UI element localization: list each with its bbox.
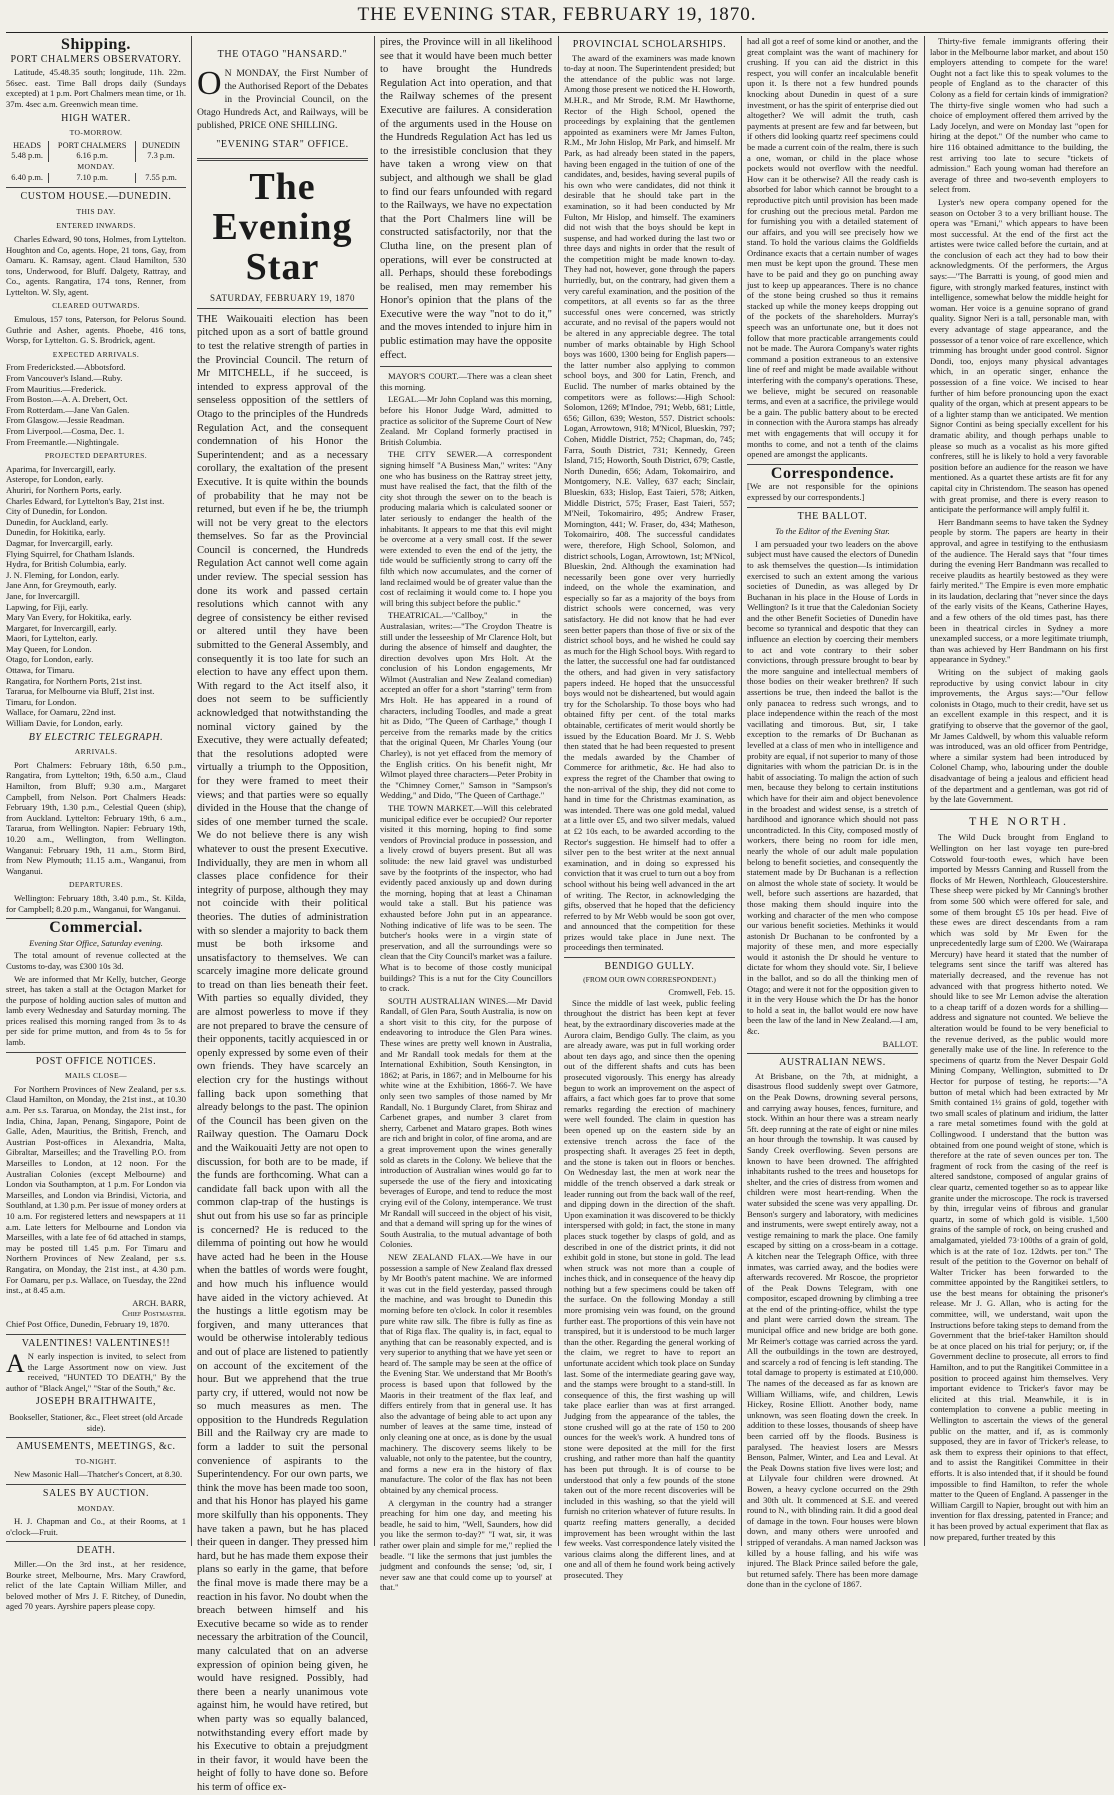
- list-item: City of Dunedin, for London.: [6, 506, 108, 517]
- advertiser-address: Bookseller, Stationer, &c., Fleet street (old Arcade side).: [9, 1412, 183, 1433]
- tide-value: 7.10 p.m.: [49, 173, 136, 184]
- hansard-office: "EVENING STAR" OFFICE.: [216, 138, 349, 150]
- north-heading: THE NORTH.: [969, 813, 1069, 828]
- valentines-text: A N early inspection is invited, to select from the Large Assortment now on view. Just received, "HUNTED TO DEATH," By the author of "Black Angel," "Star of the South," &c.: [6, 1349, 186, 1393]
- auction-heading: SALES BY AUCTION.: [42, 1488, 150, 1500]
- post-office-text: For Northern Provinces of New Zealand, per s.s. Claud Hamilton, on Monday, the 21st inst., at 10.30 a.m. Per s.s. Tararua, on Monday, the 21st inst., for India, China, Japan, Penang, Singapore, Point de Galle, Aden, Mauritius, the British, French, and Austrian Post-offices in Alexandria, Malta, Gibraltar, Marseilles; and the Travelling P.O. from Marseilles to London, at 12 noon. For the Australian Colonies (except Melbourne) and London via Southampton, at 1 p.m. For London via Marseilles, and London via Brindisi, Victoria, and Southland, at 1.30 p.m. Per issue of money orders at 10 a.m. For registered letters and newspapers at 11 a.m. Late letters for Melbourne and London via Marseilles, with a late fee of 6d attached in stamps, may be posted till 1.45 p.m. For Timaru and Northern Provinces of New Zealand, per s.s. Rangatira, on Monday, the 21st inst., at 4.30 p.m. For Oamaru, per p.s. Wallace, on Tuesday, the 22nd inst., at 8.45 a.m.: [6, 1083, 186, 1296]
- cleared-outwards-text: Emulous, 157 tons, Paterson, for Pelorus Sound. Guthrie and Asher, agents. Phoebe, 416 tons, Worsp, for Lyttelton. G. S. Brodrick, agent.: [6, 314, 186, 346]
- ballot-heading: THE BALLOT.: [797, 510, 868, 522]
- news-paragraph: MAYOR'S COURT.—There was a clean sheet this morning.: [380, 371, 552, 392]
- divider: [747, 507, 918, 508]
- list-item: From Vancouver's Island.—Ruby.: [6, 373, 123, 384]
- news-paragraph: Thirty-five female immigrants offering their labor in the Melbourne labor market, and about 150 employers attending to compete for the ware! Ought not a fact like this to speak volumes to the people of England as to the character of this Colony as a field for certain kinds of immigration? The thirty-five single women who had such a choice of employment offered them arrived by the Lady Jocelyn, and were on Monday last "open for hiring at the depot." Of the number who came to hire 116 obtained admittance to the building, the rest arriving too late to secure "tickets of admission." Each young woman had therefore an average of three and two-seventh employers to select from.: [930, 36, 1108, 195]
- tide-heads-label: HEADS: [13, 140, 42, 150]
- bendigo-dateline: Cromwell, Feb. 15.: [668, 987, 735, 998]
- news-paragraph: LEGAL.—Mr John Copland was this morning, before his Honor Judge Ward, admitted to practice as solicitor of the Supreme Court of New Zealand. Mr Copland formerly practised in British Columbia.: [380, 394, 552, 447]
- masthead-rule: [6, 32, 1108, 33]
- tide-port-label: PORT CHALMERS: [49, 141, 136, 152]
- list-item: Flying Squirrel, for Chatham Islands.: [6, 548, 135, 559]
- divider: [6, 1052, 186, 1053]
- north-text: The Wild Duck brought from England to Wellington on her last voyage ten pure-bred Cotswold four-tooth ewes, which have been imported by Messrs Canning and Russell from the flocks of Mr Hewen, Northleach, Gloucestershire. These sheep were picked by Mr Canning's brother from some 500 which were offered for sale, and some of them brought £5 10s per head. Five of these ewes are direct descendants from a ram which was sold by Mr Ewen for the unprecedentedly large sum of £200. We (Wairarapa Mercury) have heard it stated that the number of telegrams sent since the tariff was altered has materially decreased, and the revenue has not advanced with that progress hitherto noted. We should like to see Mr Lemon advise the alteration to a cheap tariff of a dozen words for a shilling—address and signature not counted. We believe the alteration would be found to be very beneficial to the revenue derived, as the public would more generally make use of the line. In reference to the specimens of quartz from the Never Despair Gold Mining Company, Wellington, submitted to Dr Hector for purpose of testing, he reports:—"A button of metal which had been extracted by Mr Smith contained 1½ grains of gold, together with two small scales of platinum and iridium, the latter a rare metal sometimes found with the gold at Collingwood. I understand that the button was obtained from one pound weight of stone, which is therefore at the rate of seven ounces per ton. The fragment of rock from the casing of the reef is altered sandstone, composed of angular grains of clear quartz, cemented together so as to appear like granite under the microscope. The rock is traversed by thin, irregular veins of fibrous and granular quartz, in some of which gold is visible. 1,500 grains of the sample of rock, on being crushed and amalgamated, yielded 73·100ths of a grain of gold, which is at the rate of 1oz. 12dwts. per ton." The result of the petition to the Governor on behalf of Walter Tricker has been forwarded to the committee appointed by the Rangitikei settlers, to use the best means for obtaining the prisoner's release. Mr J. G. Allan, who is acting for the committee, will, we understand, wait upon the Instructions before taking steps to demand from the Government that the brief-taker Hamilton should be at once placed on his trial for perjury; or, if the Government decline to prosecute, all errors to find Hamilton, and to put the Rangitikei Committee in a position to proceed against him themselves. Very important evidence to Tricker's favor may be elicited at this trial. Meanwhile, it is in contemplation to convene a public meeting in Wellington to ascertain the views of the general public on the matter, and if, as is commonly supposed, they are in favor of Tricker's release, to ask them to express their opinions to that effect, and to assist the Rangitikei Committee in their efforts. It is also intended that, if it should be found impossible to find Hamilton, to refer the whole matter to the Queen of England. A passenger in the William Cargill to Napier, brought out with him an invention for flax dressing, patented in France; and it has been proved by actual experiment that flax as now prepared, further treated by this: [930, 832, 1108, 1542]
- tide-value: 6.16 p.m.: [49, 151, 136, 162]
- telegraph-arrivals-text: Port Chalmers: February 18th, 6.50 p.m., Rangatira, from Lyttelton; 19th, 6.50 a.m., Claud Hamilton, from Bluff; 9.30 a.m., Margaret Campbell, from Nelson. Port Chalmers Heads: February 19th, 1.30 p.m., Celestial Queen (ship), from Auckland. Lyttelton: February 19th, 6 a.m., Tararua, from Wellington. Napier: February 19th, 10.20 a.m., Wellington, from Wellington. Wanganui: February 19th, 11 a.m., Storm Bird, from New Plymouth; 11.15 a.m., Wanganui, from Wanganui.: [6, 759, 186, 876]
- list-item: From Mauritius.—Frederick.: [6, 383, 107, 394]
- divider: [197, 308, 368, 309]
- divider: [6, 1541, 186, 1542]
- column-rule: [374, 36, 375, 1546]
- list-item: Tararua, for Melbourne via Bluff, 21st inst.: [6, 686, 155, 697]
- column-5: [747, 36, 918, 1590]
- news-paragraph: Herr Bandmann seems to have taken the Sydney people by storm. The papers are hearty in their approval, and agree in testifying to the enthusiasm of the audience. The Herald says that "four times during the evening Herr Bandmann was recalled to receive plaudits as heartily bestowed as they were fairly merited." The Empire is even more emphatic in its laudation, declaring that "never since the days of the early visits of the Keans, Catherine Hayes, and a few others of the old times past, has there been in theatrical circles in Sydney a more unexampled success, or a more legitimate triumph, than was achieved by Herr Bandmann on his first appearance in Sydney.": [930, 516, 1108, 665]
- signature: ARCH. BARR,: [132, 1297, 186, 1308]
- divider: [564, 957, 735, 958]
- bendigo-continued: had all got a reef of some kind or another, and the great complaint was the want of machinery for crushing. If you can aid the district in this respect, you will confer an incalculable benefit upon it. Is there not a few hundred pounds knocking about Dunedin in quest of a sure investment, or has the spirit of enterprise died out altogether? We will admit the truth, cash payments at present are few and far between, but if others did looking quartz reef specimens could be made a current coin of the realm, there is such a one, woman, or child in the place whose pockets would not overflow with the needful. How can it be otherwise? All the ready cash is absorbed for labor which cannot be brought to a reproductive pitch until provision has been made for crushing out the precious metal. Pardon me for furnishing you with a detailed statement of our affairs, and you will see precisely how we stand. To hold the various claims the Goldfields Ordinance exacts that a certain number of wages men must be kept upon the ground. These men have to be paid and they go on punching away just to keep up appearances. There is no chance of the stone being crushed so thus it remains stacked up while the money keeps dropping out of the pockets of the shareholders. Murray's speech was an unfortunate one, but it does not follow that more practicable arrangements could not be made. The Aurora Company's water rights command a position extraneous to an extensive line of reef and might be made available without interfering with the company's operations. These, we believe, might be secured on reasonable terms, and even at a sacrifice, the privilege would be a gain. The public battery about to be erected in connection with the Aurora stamps has already met with engagements that will occupy it for months to come, and not a tenth of the claims opened are amongst the applicants.: [747, 36, 918, 460]
- monday-label: MONDAY.: [77, 161, 115, 171]
- tide-table: [6, 141, 186, 183]
- telegraph-departures-text: Wellington: February 18th, 3.40 p.m., St. Kilda, for Campbell; 8.20 p.m., Wanganui, for Wanganui.: [6, 892, 186, 914]
- mails-close-label: MAILS CLOSE—: [65, 1071, 127, 1081]
- scholarships-text: The award of the examiners was made known to-day at noon. The Superintendent presided; but the attendance of the public was not large. Among those present we noticed the H. Howorth, M.H.R., and Mr Strode, R.M. Mr Hawthorne, Rector of the High School, opened the proceedings by explaining that the gentlemen appointed as examiners were Mr James Fulton, R.M., Mr John Hislop, Mr Park, and himself. Mr Park, as had already been stated in the papers, having been engaged in the tuition of one of the candidates, and, besides, having several pupils of his own who were candidates, did not think it desirable that he should take part in the examination, so it had been conducted by Mr Fulton, Mr Hislop, and himself. The examiners did not wish that the boys should be kept in suspense, and had worked during the last two or three days and nights in order that the result of the competition might be made known to-day. They had not, however, gone through the papers hurriedly, but, on the contrary, had given them a very careful examination, and the position of the competitors, at all events so far as the three successful ones were concerned, was strictly accurate, and no revisal of the papers would not be altered in any appreciable degree. The total number of marks obtainable by High School boys was 1600, 1300 being for English papers—the latter number also applying to common school boys, and 300 for Latin, French, and Euclid. The number of marks obtained by the competitors were as follows:—High School: Solomon, 1269; M'Indoe, 791; Webb, 681; Little, 656; Gillon, 639; Weston, 557. District schools: Logan, Arrowtown, 918; M'Nicol, Blueskin, 797; Cohen, Middle District, 752; Chapman, do, 745; Farra, South District, 731; Kennedy, Green Island, 715; Howorth, South District, 679; Castle, North Dunedin, 656; Adam, Tokomairiro, and Montgomery, N.E. Valley, 637 each; Sinclair, Blueskin, 633; Hislop, East Taieri, 578; Aitken, Middle District, 575; Fraser, East Taieri, 557; M'Neil, Tokomairiro, 495; Andrew Fraser, Mornington, 441; W. Fraser, do, 434; Matheson, Tokomairiro, 408. The successful candidates were, therefore, High School, Solomon, and district schools, Logan, Arrowtown, 1st; M'Nicol, Blueskin, 2nd. Although the examination had necessarily been gone over very hurriedly indeed, on the whole the examination, and especially so far as a majority of the boys from district schools were concerned, was very satisfactory. He did not know that he had ever seen better papers than those of five or six of the district school boys, and he wished he could say as much for the High School boys. With regard to the latter, the successful one had far outdistanced the others, and had given in very satisfactory papers indeed. He hoped that the unsuccessful boys would not be disheartened, but would again try for the Scholarship. To those boys who had obtained fifty per cent. of the total marks obtainable, certificates of merit would shortly be issued by the Education Board. Mr J. S. Webb then stated that he had been requested to present the medals awarded by the Chamber of Commerce for arithmetic, &c. He had also to express the regret of the Chamber that owing to the non-arrival of the ship, they did not come to hand in time for the Christmas examination, as was intended. There was one gold medal, valued at a little over £5, and two silver medals, valued at £2 10s each, to be awarded according to the Rector's suggestion. He himself had to offer a silver pen to the best writer at the next annual examination, and in doing so expressed his conviction that it was cruel to turn out a boy from school without his being well advanced in the art of writing. The Rector, in acknowledging the gifts, observed that he hoped that the deficiency referred to by Mr Webb would be soon got over, and announced that the competition for these prizes would take place in June next. The proceedings then terminated.: [564, 52, 735, 953]
- telegraph-arrivals-heading: ARRIVALS.: [74, 747, 118, 757]
- observatory-text: Latitude, 45.48.35 south; longitude, 11h. 22m. 56sec. east. Time Ball drops daily (Sundays excepted) at 1 p.m. Port Chalmers mean time, or 1h. 37m. 4sec a.m. Greenwich mean time.: [6, 67, 186, 109]
- list-item: Timaru, for London.: [6, 696, 77, 707]
- divider: [380, 366, 552, 367]
- correspondence-heading: Correspondence.: [770, 464, 895, 482]
- list-item: Margaret, for Invercargill, early.: [6, 622, 117, 633]
- column-1: [6, 36, 186, 1612]
- list-item: Dunedin, for Auckland, early.: [6, 516, 109, 527]
- paper-title: The Evening Star: [212, 166, 353, 289]
- list-item: From Freemantle.—Nightingale.: [6, 436, 119, 447]
- advertiser-name: JOSEPH BRAITHWAITE,: [35, 1396, 157, 1408]
- list-item: William Davie, for London, early.: [6, 718, 123, 729]
- editorial-continued: pires, the Province will in all likelihood see that it would have been much better to have brought the Hundreds Regulation Act into operation, and that the Railway schemes of the present Executive are failures. A consideration of the arguments used in the House on the Hundreds Regulation Act has led us to the irresistible conclusion that they have taken a wrong view on that subject, and although we shall be glad to find our fears unfounded with regard to the Railways, we have no expectation that the Port Chalmers line will be constructed satisfactorily, nor that the Clutha line, on the present plan of operations, will ever be constructed at all. Perhaps, should these forebodings be realised, men may remember his Honor's opinion that the plans of the Executive were the way "not to do it," and the moves intended to injure him in public estimation may have the opposite effect.: [380, 37, 552, 361]
- commercial-heading: Commercial.: [49, 919, 143, 937]
- tonight-label: TO-NIGHT.: [75, 1456, 117, 1466]
- list-item: May Queen, for London.: [6, 643, 92, 654]
- news-paragraph: THE TOWN MARKET.—Will this celebrated municipal edifice ever be occupied? Our reporter visited it this morning, hoping to find some vendors of Provincial produce in possession, and a lively crowd of buyers present. But all was solitude: the new laid gravel was undisturbed save by the footprints of the inspector, who had evidently paced anxiously up and down during the morning, hoping that at least a Chinaman would take a stall. But his patience was exhausted before John put in an appearance. Nothing indicative of life was to be seen. The butcher's hooks were in a virgin state of preservation, and all the surroundings were so clean that the City Council's market was a failure. What is to become of those costly municipal buildings? This is a nut for the City Councillors to crack.: [380, 803, 552, 994]
- news-paragraph: Writing on the subject of making gaols reproductive by using convict labour in city improvements, the Argus says:—"Our fellow colonists in Otago, much to their credit, have set us an excellent example in this respect, and it is gratifying to observe that the governor of the gaol, Mr James Caldwell, by whom this valuable reform was introduced, was an old officer from Pentridge, where a similar system had been introduced by Colonel Champ, who, labouring under the double disadvantage of being a jealous and efficient head of the department and a gentleman, was got rid of by the late Government.: [930, 667, 1108, 805]
- australian-news-text: At Brisbane, on the 7th, at midnight, a disastrous flood suddenly swept over Gatmore, on the Peak Downs, drowning several persons, and carrying away houses, fences, furniture, and stock. Within an hour there was a stream nearly 5ft. deep running at the rate of eight or nine miles an hour through the township. It was caused by Sandy Creek overflowing. Seven persons are known to have been drowned. The affrighted inhabitants rushed to the trees and housetops for shelter, and the cries of distress from women and children were most heart-rending. When the water subsided the scene was very appalling. Dr. Benson's surgery and laboratory, with medicines and instruments, were swept entirely away, not a vestige remaining to mark the place. One family escaped by sitting on a cross-beam in a cottage. A kitchen near the Telegraph Office, with three inmates, was carried away, and the bodies were afterwards recovered. Mr Roscoe, the proprietor of the Peak Downs Telegram, with one compositor, escaped drowning by climbing a tree at the end of the printing-office, whilst the type and plant were carried down the stream. The municipal office and new bridge are both gone. Mr Reimer's cottage was carried across the yard. All the outbuildings in the town are destroyed, and scarcely a rod of fencing is left standing. The total damage to property is estimated at £10,000. The names of the deceased as far as known are William Williams, wife, and children, Lewis Hickey, Rosine Elliott. Another body, name unknown, was seen floating down the creek. In addition to these losses, thousands of sheep have been carried off by the floods. Business is paralysed. The heaviest losers are Messrs Benson, Palmer, Winter, and Lea and Leval. At the Peak Downs station five lives were lost; and at Lilyvale four children were drowned. At Bowen, a heavy cyclone occurred on the 29th and 30th ult. It commenced at S.E. and veered round to N., with blinding rain. It did a good deal of damage in the town. Four houses were blown down, and many others were unroofed and stripped of verandahs. A man named Jackson was killed by a house falling, and his wife was injured. The Black Prince sailed before the gale, but returned safely. There has been more damage done than in the cyclone of 1867.: [747, 1070, 918, 1590]
- news-paragraph: NEW ZEALAND FLAX.—We have in our possession a sample of New Zealand flax dressed by Mr Booth's patent machine. We are informed it was cut in the field yesterday, passed through the machine, and was brought to Dunedin this morning before ten o'clock. In color it resembles pure white raw silk. The fibre is fully as fine as that of Riga flax. The quality is, in fact, equal to anything that can be reasonably expected, and is very superior to anything that we have yet seen or heard of. The sample may be seen at the office of the Evening Star. We understand that Mr Booth's process is based upon that followed by the Maoris in their treatment of the flax leaf, and differs entirely from that in general use. It has also the advantage of being able to act upon any number of leaves at the same time, instead of only cleaning one at once, as is done by the usual machinery. The discovery seems likely to be valuable, not only to the patentee, but the country, and forms a new era in the history of flax manufacture. The color of the flax has not been obtained by any chemical process.: [380, 1251, 552, 1495]
- divider: [197, 158, 368, 161]
- list-item: From Rotterdam.—Jane Van Galen.: [6, 404, 130, 415]
- australian-news-heading: AUSTRALIAN NEWS.: [779, 1057, 886, 1069]
- list-item: Dagmar, for Invercargill, early.: [6, 537, 113, 548]
- divider: [6, 187, 186, 188]
- dateline: SATURDAY, FEBRUARY 19, 1870: [210, 293, 355, 304]
- tide-dunedin-label: DUNEDIN: [136, 141, 186, 152]
- column-2: [197, 36, 368, 1793]
- cleared-outwards-heading: CLEARED OUTWARDS.: [52, 301, 140, 311]
- tide-value: 6.40 p.m.: [11, 172, 43, 182]
- tide-value: 7.55 p.m.: [136, 173, 186, 184]
- expected-arrivals-heading: EXPECTED ARRIVALS.: [52, 349, 140, 359]
- list-item: From Glasgow.—Jessie Readman.: [6, 415, 125, 426]
- entered-inwards-heading: ENTERED INWARDS.: [56, 221, 136, 231]
- list-item: Jane, for Invercargill.: [6, 590, 80, 601]
- entered-inwards-text: Charles Edward, 90 tons, Holmes, from Lyttelton. Houghton and Co, agents. Hope, 21 tons, Gay, from Oamaru. K. Ramsay, agent. Claud Hamilton, 530 tons, Underwood, for Bluff. Dalgety, Rattray, and Co., agents. Rangatira, 174 tons, Renner, from Lyttelton. W. Sly, agent.: [6, 233, 186, 297]
- column-4: [564, 36, 735, 1580]
- high-water-heading: HIGH WATER.: [61, 112, 131, 124]
- news-paragraph: SOUTH AUSTRALIAN WINES.—Mr David Randall, of Glen Para, South Australia, is now on a short visit to this city, for the purpose of endeavoring to introduce the Glen Para wines. These wines are pretty well known in Australia, and Mr Randall took medals for them at the International Exhibition, South Kensington, in 1862; at Paris, in 1867; and in Melbourne for his white wine at the Exhibition, 1866-7. We have only seen two samples of those named by Mr Randall, No. 1 Burgundy Claret, from Shiraz and Carbenet grapes, and number 3 claret from sherry, Carbenet and Mataro grapes. Both wines are rich and bright in color, of fine aroma, and are a great improvement upon the wines generally sold as clarets in the Colony. We believe that the introduction of Australian wines would go far to supersede the use of the fiery and intoxicating beverages of Europe, and tend to reduce the most crying evil of the Colony, intemperance. We trust Mr Randall will succeed in the object of his visit, and that a demand will spring up for the wines of South Australia, to the mutual advantage of both Colonies.: [380, 995, 552, 1250]
- departures-list: [6, 464, 186, 729]
- divider: [930, 809, 1108, 810]
- news-paragraph: A clergyman in the country had a stranger preaching for him one day, and meeting his beadle, he said to him, "Well, Saunders, how did you like the sermon to-day?" "I wat, sir, it was rather ower plain and simple for me," replied the beadle. "I like the sermons that just jumbles the judgment and confounds the sense; 'od, sir, I never saw ane that could come up to yoursel' at that.": [380, 1497, 552, 1593]
- commercial-text: The total amount of revenue collected at the Customs to-day, was £300 10s 3d.: [6, 950, 186, 971]
- commercial-office: Evening Star Office, Saturday evening.: [29, 937, 163, 948]
- post-office-dateline: Chief Post Office, Dunedin, February 19, 1870.: [6, 1318, 170, 1329]
- list-item: Mary Van Every, for Hokitika, early.: [6, 612, 132, 623]
- ballot-salutation: To the Editor of the Evening Star.: [775, 526, 890, 537]
- tomorrow-label: TO-MORROW.: [69, 128, 123, 138]
- arrivals-list: [6, 362, 186, 447]
- death-heading: DEATH.: [76, 1545, 116, 1557]
- commercial-text: We are informed that Mr Kelly, butcher, George street, has taken a stall at the Octagon Market for the purpose of holding auction sales of mutton and lamb every Wednesday and Saturday morning. The prices realised this morning ranged from 3s to 4s per side for prime mutton, and from 4s to 5s for lamb.: [6, 973, 186, 1048]
- customs-heading: CUSTOM HOUSE.—DUNEDIN.: [20, 191, 172, 203]
- list-item: Wallace, for Oamaru, 22nd inst.: [6, 707, 116, 718]
- signature-title: Chief Postmaster.: [122, 1308, 186, 1319]
- list-item: Otago, for London, early.: [6, 654, 94, 665]
- list-item: Rangatira, for Northern Ports, 21st inst.: [6, 675, 143, 686]
- tide-value: 5.48 p.m.: [11, 151, 43, 161]
- telegraph-heading: BY ELECTRIC TELEGRAPH.: [28, 731, 164, 743]
- divider: [6, 1484, 186, 1485]
- correspondent-byline: (FROM OUR OWN CORRESPONDENT.): [583, 974, 716, 984]
- telegraph-departures-heading: DEPARTURES.: [68, 880, 124, 890]
- death-notice: Miller.—On the 3rd inst., at her residence, Bourke street, Melbourne, Mrs. Mary Crawford, relict of the late Captain William Miller, and beloved mother of Mrs J. F. Ritchey, of Dunedin, aged 70 years. Ayrshire papers please copy.: [6, 1559, 186, 1612]
- list-item: Lapwing, for Fiji, early.: [6, 601, 89, 612]
- column-rule: [924, 36, 925, 1546]
- ballot-letter: I am persuaded your two leaders on the above subject must have caused the electors of Dunedin to ask themselves the question—Is intimidation exercised to such an extent among the various societies of Dunedin, as was alleged by Dr Buchanan in his place in the House of Lords in Wellington? Is it true that the Caledonian Society and the other Benefit Societies of Dunedin have become so tyrannical and despotic that they can influence an election by coercing their members to act and vote contrary to their sober convictions, through pressure brought to bear by the more sanguine and intellectual members of those bodies on their weaker brethren? If such assertions be true, then indeed the ballot is the only panacea to redress such wrongs, and to place independence within the reach of the most vacillating and timorous. But, sir, I take exception to the remarks of Dr Buchanan as levelled at a class of men who in intelligence and probity are equal, if not superior to many of those dignitaries with whom the patrician Dr. is in the habit of associating. To malign the action of such men, because they belong to certain institutions which have for their aim and object benevolence in the broadest and widest sense, is a stretch of hardihood and ignorance which should not pass uncontradicted. In this City, composed mostly of workers, there being no room for idle men, nearly the whole of our adult male population belong to benefit societies, and consequently the statement made by Dr Buchanan is a reflection on almost the whole state of society. It would be well, before such assertions are hazarded, that those making them should inquire into the working and character of the men who compose our various benefit societies. Methinks it would astonish Dr Buchanan to be confronted by a majority of these men, and more especially would it astonish the Dr should he venture to dictate for whom they should vote. Sir, I believe in the ballot, and so do all the thinking men of Otago; and were it not for the opposition given to it in the very House which the Dr has the honor to hold a seat in, the ballot would ere now have been the law of the land in New Zealand.—I am, &c.: [747, 538, 918, 1037]
- list-item: Aparima, for Invercargill, early.: [6, 463, 116, 474]
- news-paragraph: THEATRICAL.—"Callboy," in the Australasian, writes:—"The Croydon Theatre is still under the lesseeship of Mr Clarence Holt, but during the absence of himself and daughter, the direction devolves upon Mrs Holt. At the conclusion of his London engagements, Mr Wilmot (Australian and New Zealand comedian) accepted an offer for a short "starring" term from Mrs Holt. He has appeared in a round of characters, including Toodles, and made a great hit as Dido, "The Queen of Carthage," though I perceive from the remarks made by the critics that the original Queen, Mr Charles Young (our Charley), is not yet effaced from the memory of the English critics. On his benefit night, Mr Wilmot played three characters—Peter Probity in the "Chimney Corner," Samson in "Sampson's Wedding," and Dido, "The Queen of Carthage.": [380, 610, 552, 801]
- list-item: J. N. Fleming, for London, early.: [6, 569, 120, 580]
- list-item: Hydra, for British Columbia, early.: [6, 559, 127, 570]
- column-3: [380, 36, 552, 1593]
- divider: [6, 1437, 186, 1438]
- amusements-heading: AMUSEMENTS, MEETINGS, &c.: [16, 1441, 176, 1453]
- list-item: From Liverpool.—Cosma, Dec. 1.: [6, 426, 125, 436]
- amusements-text: New Masonic Hall—Thatcher's Concert, at 8.30.: [14, 1469, 183, 1480]
- list-item: Maori, for Lyttelton, early.: [6, 633, 98, 644]
- correspondence-disclaimer: [We are not responsible for the opinions expressed by our correspondents.]: [747, 481, 918, 502]
- auction-monday-label: MONDAY.: [77, 1503, 115, 1513]
- list-item: From Boston.—A. A. Drebert, Oct.: [6, 394, 128, 405]
- scholarships-heading: PROVINCIAL SCHOLARSHIPS.: [572, 39, 727, 50]
- list-item: Charles Edward, for Lyttelton's Bay, 21st inst.: [6, 495, 165, 506]
- list-item: From Fredericksted.—Abbotsford.: [6, 362, 126, 373]
- list-item: Ahuriri, for Northern Ports, early.: [6, 484, 122, 495]
- valentines-heading: VALENTINES! VALENTINES!!: [21, 1337, 171, 1349]
- auction-text: H. J. Chapman and Co., at their Rooms, at 1 o'clock—Fruit.: [6, 1516, 186, 1537]
- bendigo-text: Since the middle of last week, public feeling throughout the district has been kept at fever heat, by the extraordinary discoveries made at the Aurora claim, Bendigo Gully. The claim, as you are already aware, was put in full working order about ten days ago, and since then the opening out of the different shafts and cuts has been prosecuted vigorously. This energy has already begun to work an improvement on the aspect of affairs, a fact which goes far to prove that some remarks regarding the erection of machinery were well founded. The claim in question has been opened up on the eastern side by an extensive trench across the face of the prospecting shaft. It averages 25 feet in depth, and the stone is taken out in floors or benches. On Wednesday last, the men at work near the middle of the trench observed a dark streak or leader running out from the back wall of the reef, and dipping down in the direction of the shaft. Upon examination it was discovered to be thickly interspersed with gold; in fact, the stone in many places stuck together by clasps of gold, and as described in one of the district prints, it did not exhibit gold in stone, but stone in gold. The lead when struck was not more than a couple of inches thick, and in consequence of the heavy dip nothing but a few specimens could be taken off the surface. On the following Monday a still more promising vein was found, on the ground further east. The proportions of this vein have not transpired, but it is understood to be much larger than the other. Regarding the general working of the claim, we regret to have to report an unfortunate accident which took place on Sunday last. Some of the intermediate gearing gave way, and the stamps were brought to a stand-still. In consequence of this, the first washing up will take place earlier than was at first arranged. Judging from the appearance of the tables, the stone crushed will go at the rate of 150 to 200 ounces for the week's work. A hundred tons of stone were deposited at the mill for the first crushing, and rather more than half the quantity has been put through. It is of course to be understood that only a few pounds of the stone taken out of the more recent discoveries will be included in this washing, so that the yield will furnish no criterion whatever of future results. In quartz reefing matters generally, a decided improvement has been wrought within the last few weeks. Vast correspondence lately visited the various claims along the different lines, and at one and all of them he found work being actively prosecuted. They: [564, 997, 735, 1580]
- post-office-heading: POST OFFICE NOTICES.: [35, 1055, 157, 1067]
- list-item: Dunedin, for Hokitika, early.: [6, 527, 106, 538]
- observatory-heading: PORT CHALMERS OBSERVATORY.: [10, 53, 182, 65]
- hansard-text: O N MONDAY, the First Number of the Authorised Report of the Debates in the Provincial Council, on the Otago Hundreds Act, and Railways, will be published, PRICE ONE SHILLING.: [197, 64, 368, 131]
- this-day-label: THIS DAY.: [76, 206, 116, 216]
- column-rule: [191, 36, 192, 1546]
- list-item: Asterope, for London, early.: [6, 474, 104, 485]
- news-paragraph: Lyster's new opera company opened for the season on October 3 to a very brilliant house. The opera was "Ernani," which appears to have been most successful. At the end of the first act the artistes were twice called before the curtain, and at the conclusion of each act they had to bow their acknowledgments. Of the performers, the Argus says:—"The Barratti is young, of good mien and figure, with strongly marked features, instinct with intelligence, somewhat below the middle height for woman. Her voice is a genuine soprano of grand quality. Signor Neri is a tall, personable man, with every advantage of stage appearance, and the possessor of a tenor voice of rare excellence, which trimming has brought under good control. Signor Dondi, too, enjoys many physical advantages which, in an operatic singer, enhance the possession of a fine voice. We incised to hear further of him before pronouncing upon the exact quality of the organ, which at present appears to be of a lighter stamp than we anticipated. We mention Signor Contini as being specially excellent for his dramatic ability, and though perhaps unable to please so much as a vocalist as his more gifted confreres, still he is likely to hold a very favorable position before an audience for the reason we have mentioned. As a quartet these artists are fit for any capital city in Christendom. The season has opened with great promise, and there is every reason to anticipate the performance will amply fulfil it.: [930, 196, 1108, 515]
- shipping-heading: Shipping.: [61, 36, 131, 53]
- tide-value: 7.3 p.m.: [136, 151, 186, 162]
- projected-departures-heading: PROJECTED DEPARTURES.: [44, 451, 148, 461]
- bendigo-heading: BENDIGO GULLY.: [604, 961, 695, 973]
- ballot-signature: BALLOT.: [882, 1038, 918, 1049]
- news-paragraph: THE CITY SEWER.—A correspondent signing himself "A Business Man," writes: "Any one who has business on the Rattray street jetty, must have realised the fact, that the filth of the city shot through the sewer on to the beach is producing malaria which is calculated sooner or later seriously to endanger the health of the inhabitants. It appears to me that this evil might be overcome at a very small cost. If the sewer were extended to even the end of the jetty, the tide would be sufficiently strong to carry off the filth which now accumulates, and the corner of land reclaimed would be of greater value than the cost of reclaiming it would come to. I hope you will bring this subject before the public.": [380, 449, 552, 608]
- hansard-heading: THE OTAGO "HANSARD.": [217, 49, 348, 60]
- list-item: Ottawa, for Timaru.: [6, 665, 75, 676]
- masthead: THE EVENING STAR, FEBRUARY 19, 1870.: [357, 4, 757, 25]
- column-rule: [558, 36, 559, 1546]
- column-6: [930, 36, 1108, 1550]
- list-item: Jane Ann, for Greymouth, early.: [6, 580, 117, 591]
- column-rule: [741, 36, 742, 1546]
- divider: [747, 1053, 918, 1054]
- divider: [6, 1334, 186, 1335]
- editorial-text: THE Waikouaiti election has been pitched upon as a sort of battle ground to test the relative strength of parties in the Provincial Council. The return of Mr MITCHELL, if he succeed, is intended to express approval of the senseless opposition of the settlers of Otago to the principles of the Hundreds Regulation Act, and the consequent condemnation of his Honor the Superintendent; and as a necessary corollary, the exaltation of the present Executive. It is quite within the bounds of probability that he may not be returned, but even if he be, the triumph will not be very great to the electors themselves. So far as the Provincial Council is concerned, the Hundreds Regulation Act cannot well come again under review. The special session has done its work and passed certain resolutions which cannot with any degree of consistency be either revised or altered until they have been submitted to the General Assembly, and consequently it is too late for such an election to have any effect upon them. With regard to the Act itself also, it does not seem to be sufficiently acknowledged that notwithstanding the nominal victory gained by the Executive, they were actually defeated; that the resolutions adopted were virtually a triumph to the Opposition, for they were framed to meet their views; and that parties were so equally divided in the House that the change of sides of one member turned the scale. We do not believe there is any wish whatever to oust the present Executive. Individually, they are men in whom all classes place confidence for their integrity of purpose, although they may not coincide with their political theories. The duties of administration with so slender a majority to back them must be both irksome and unsatisfactory to themselves. We can scarcely imagine more delicate ground to tread on than lies beneath their feet. With parties so equally divided, they are almost powerless to move if they are not prepared to brave the censure of their opponents, tacitly acquiesced in or openly expressed by some even of their own friends. They have scarcely an election cry for the hustings without falling back upon something that already belongs to the past. The opinion of the Council has been given on the Railway question. The Oamaru Dock and the Waikouaiti Jetty are not open to discussion, for both are to be made, if the funds are forthcoming. What can a candidate fall back upon with all the common clap-trap of the hustings is shut out from his use so far as principle is concerned? He is reduced to the dilemma of pointing out how he would have acted had he been in the House when the battles of words were fought, and how much his influence would have aided in the victory achieved. At the hustings a little egotism may be forgiven, and many utterances that would be otherwise intolerably tedious and out of place are listened to patiently on account of the excitement of the hour. But we apprehend that the true party cry, if uttered, would not now be so much measures as men. The opposition to the Hundreds Regulation Bill and the Railway cry are made to form a ladder to suit the personal convenience of aspirants to the Superintendency. For our own parts, we think the move has been made too soon, and that his Honor has played his game more skilfully than his opponents. They have taken a pawn, but he has placed their queen in danger. They pressed him hard, but he has made them expose their plans so early in the game, that before the final move is made there may be a reaction in his favor. No doubt when the breach between himself and his Executive became so wide as to render necessary the arbitration of the Council, many calculated that on an adverse expression of opinion being given, he would have resigned. Possibly, had there been a nearly unanimous vote against him, he would have retired, but when party was so equally balanced, notwithstanding every effort made by his Executive to obtain a prejudgment in their favor, it would have been the height of folly to have done so. Before his term of office ex-: [197, 313, 368, 1793]
